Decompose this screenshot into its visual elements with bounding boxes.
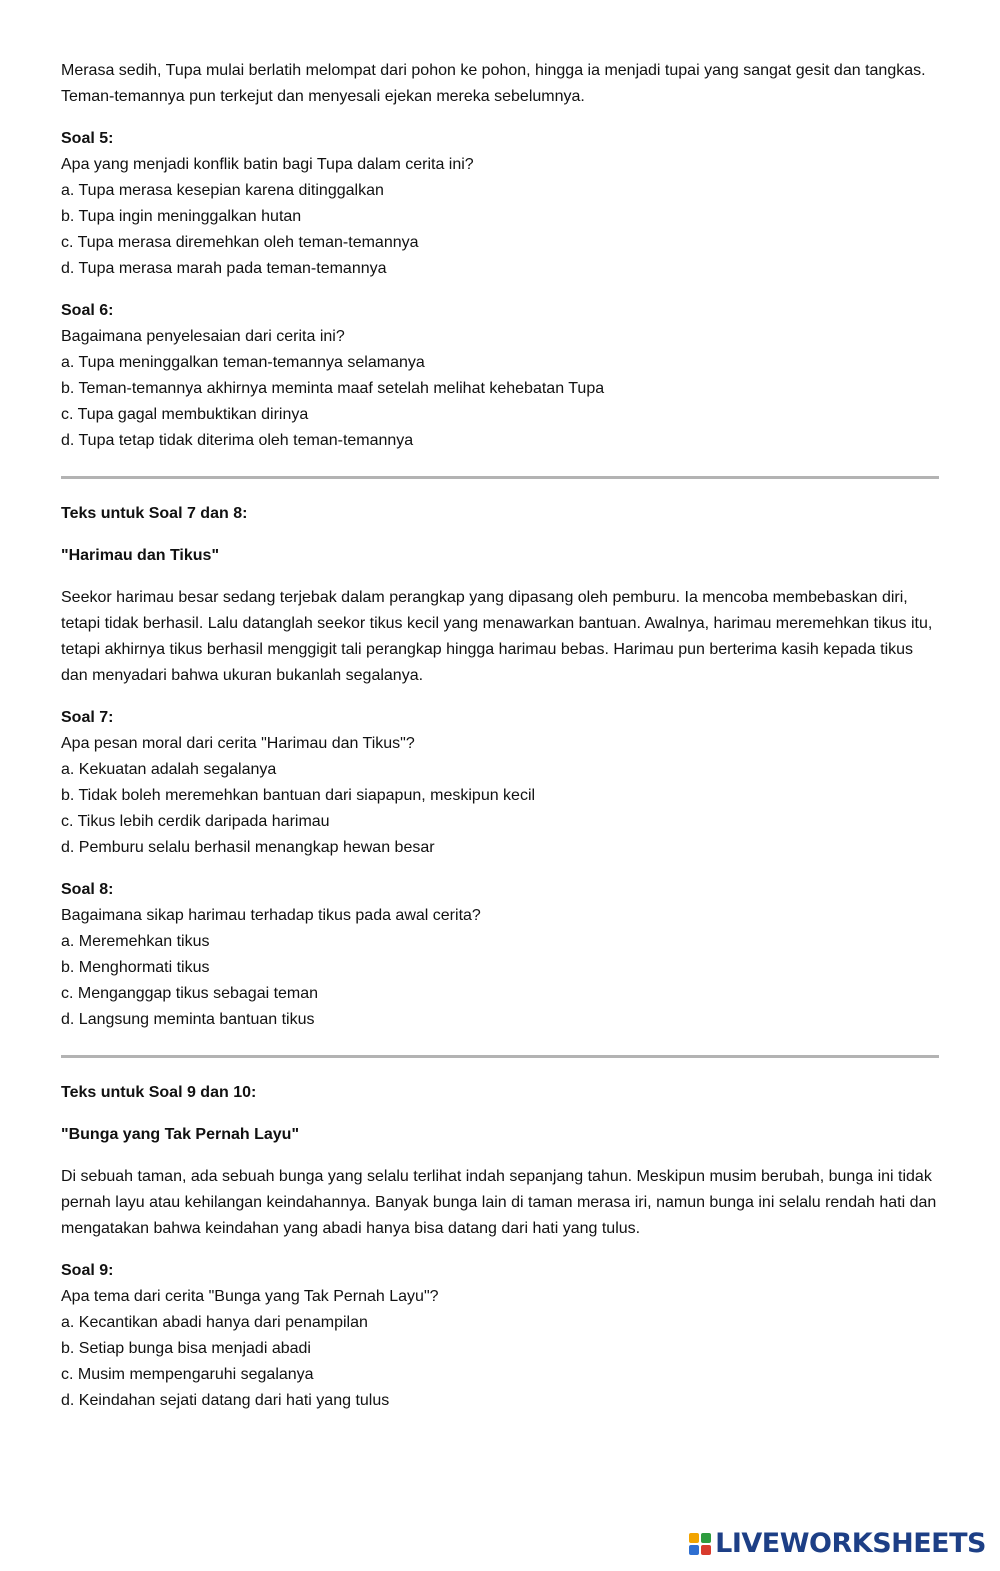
mark-square-e bbox=[701, 1545, 711, 1555]
logo-text: LIVEWORKSHEETS bbox=[715, 1528, 986, 1559]
question-9-option-a: a. Kecantikan abadi hanya dari penampilan bbox=[61, 1314, 368, 1331]
question-6-option-d: d. Tupa tetap tidak diterima oleh teman-temannya bbox=[61, 432, 414, 449]
question-7-option-a: a. Kekuatan adalah segalanya bbox=[61, 761, 277, 778]
question-5-option-b: b. Tupa ingin meninggalkan hutan bbox=[61, 208, 302, 225]
worksheet-page bbox=[61, 58, 939, 1430]
question-9-label: Soal 9: bbox=[61, 1262, 114, 1279]
section-9-10-heading: Teks untuk Soal 9 dan 10: bbox=[61, 1084, 257, 1101]
question-8-option-d: d. Langsung meminta bantuan tikus bbox=[61, 1011, 315, 1028]
intro-paragraph: Merasa sedih, Tupa mulai berlatih melompat dari pohon ke pohon, hingga ia menjadi tupai yang sangat gesit dan tangkas. Teman-temannya pun terkejut dan menyesali ejekan mereka sebelumnya. bbox=[61, 62, 926, 105]
question-8-option-c: c. Menganggap tikus sebagai teman bbox=[61, 985, 319, 1002]
question-7-label: Soal 7: bbox=[61, 709, 114, 726]
question-5 bbox=[61, 126, 939, 282]
liveworksheets-logo bbox=[689, 1528, 986, 1559]
question-5-text: Apa yang menjadi konflik batin bagi Tupa dalam cerita ini? bbox=[61, 156, 474, 173]
question-8-option-b: b. Menghormati tikus bbox=[61, 959, 210, 976]
question-7-option-c: c. Tikus lebih cerdik daripada harimau bbox=[61, 813, 330, 830]
section-divider bbox=[61, 476, 939, 479]
question-6-option-a: a. Tupa meninggalkan teman-temannya selamanya bbox=[61, 354, 425, 371]
section-9-10-story: Di sebuah taman, ada sebuah bunga yang selalu terlihat indah sepanjang tahun. Meskipun musim berubah, bunga ini tidak pernah layu atau kehilangan keindahannya. Banyak bunga lain di taman merasa iri, namun bunga ini selalu rendah hati dan mengatakan bahwa keindahan yang abadi hanya bisa datang dari hati yang tulus. bbox=[61, 1168, 937, 1237]
question-7-option-d: d. Pemburu selalu berhasil menangkap hewan besar bbox=[61, 839, 435, 856]
section-7-8-heading: Teks untuk Soal 7 dan 8: bbox=[61, 505, 248, 522]
question-9-option-d: d. Keindahan sejati datang dari hati yang tulus bbox=[61, 1392, 390, 1409]
question-9-option-c: c. Musim mempengaruhi segalanya bbox=[61, 1366, 314, 1383]
question-8-option-a: a. Meremehkan tikus bbox=[61, 933, 210, 950]
question-6-option-c: c. Tupa gagal membuktikan dirinya bbox=[61, 406, 309, 423]
question-9-option-b: b. Setiap bunga bisa menjadi abadi bbox=[61, 1340, 311, 1357]
mark-square-v bbox=[689, 1545, 699, 1555]
question-5-option-c: c. Tupa merasa diremehkan oleh teman-temannya bbox=[61, 234, 419, 251]
mark-square-i bbox=[701, 1533, 711, 1543]
liveworksheets-mark-icon bbox=[689, 1533, 711, 1555]
question-8-label: Soal 8: bbox=[61, 881, 114, 898]
question-9-text: Apa tema dari cerita "Bunga yang Tak Pernah Layu"? bbox=[61, 1288, 439, 1305]
question-6 bbox=[61, 298, 939, 454]
question-6-option-b: b. Teman-temannya akhirnya meminta maaf setelah melihat kehebatan Tupa bbox=[61, 380, 605, 397]
question-8-text: Bagaimana sikap harimau terhadap tikus pada awal cerita? bbox=[61, 907, 481, 924]
mark-square-l bbox=[689, 1533, 699, 1543]
question-6-label: Soal 6: bbox=[61, 302, 114, 319]
section-7-8-title: "Harimau dan Tikus" bbox=[61, 547, 220, 564]
section-7-8-story: Seekor harimau besar sedang terjebak dalam perangkap yang dipasang oleh pemburu. Ia mencoba membebaskan diri, tetapi tidak berhasil. Lalu datanglah seekor tikus kecil yang menawarkan bantuan. Awalnya, harimau meremehkan tikus itu, tetapi akhirnya tikus berhasil menggigit tali perangkap hingga harimau bebas. Harimau pun berterima kasih kepada tikus dan menyadari bahwa ukuran bukanlah segalanya. bbox=[61, 589, 933, 684]
question-5-option-a: a. Tupa merasa kesepian karena ditinggalkan bbox=[61, 182, 384, 199]
question-5-label: Soal 5: bbox=[61, 130, 114, 147]
section-divider bbox=[61, 1055, 939, 1058]
section-9-10-title: "Bunga yang Tak Pernah Layu" bbox=[61, 1126, 300, 1143]
question-7-text: Apa pesan moral dari cerita "Harimau dan Tikus"? bbox=[61, 735, 415, 752]
question-5-option-d: d. Tupa merasa marah pada teman-temannya bbox=[61, 260, 387, 277]
question-8 bbox=[61, 877, 939, 1033]
question-7 bbox=[61, 705, 939, 861]
question-7-option-b: b. Tidak boleh meremehkan bantuan dari siapapun, meskipun kecil bbox=[61, 787, 536, 804]
question-9 bbox=[61, 1258, 939, 1414]
question-6-text: Bagaimana penyelesaian dari cerita ini? bbox=[61, 328, 345, 345]
